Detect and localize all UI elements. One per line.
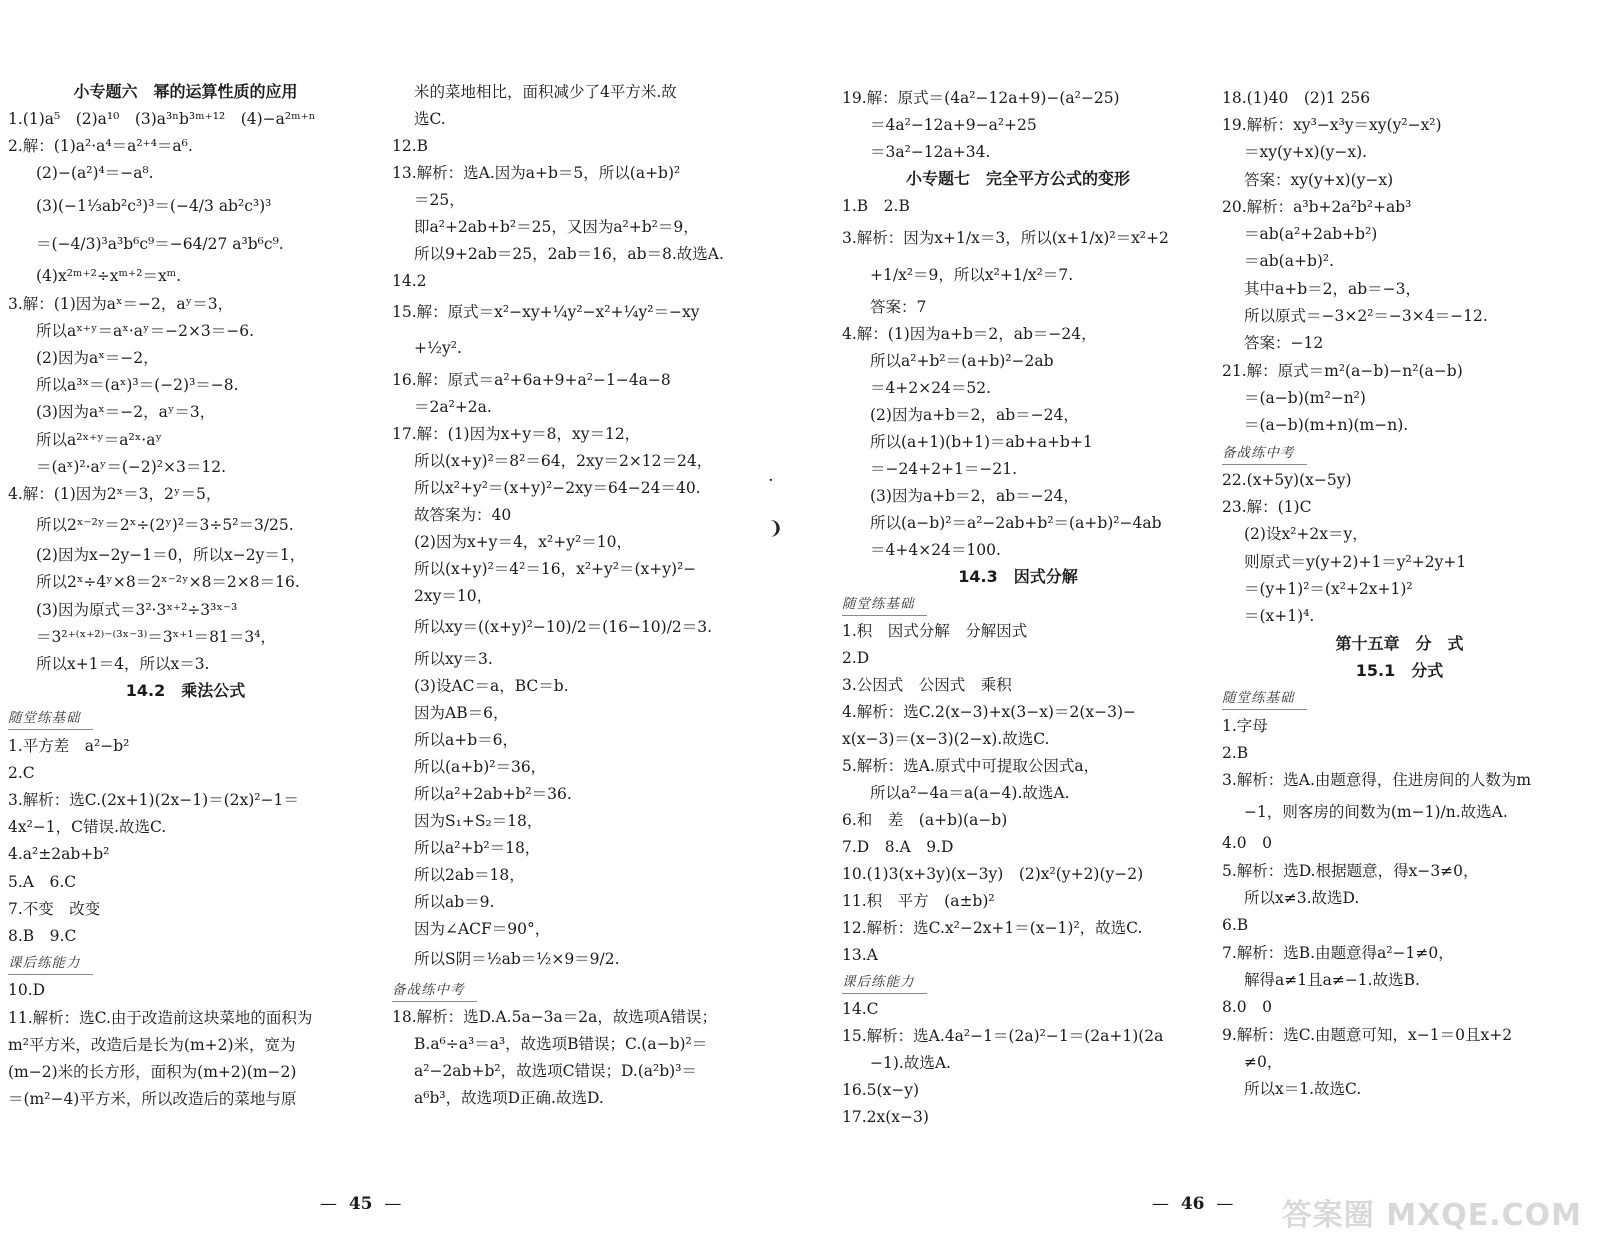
answer-line: 所以2ˣ⁻²ʸ＝2ˣ÷(2ʸ)²＝3÷5²＝3/25. xyxy=(36,515,294,534)
answer-line: 所以9+2ab＝25，2ab＝16，ab＝8.故选A. xyxy=(414,244,724,263)
answer-line: 所以a²+2ab+b²＝36. xyxy=(414,784,572,803)
answer-line: 20.解析：a³b+2a²b²+ab³ xyxy=(1222,197,1412,216)
answer-line: (4)x²ᵐ⁺²÷xᵐ⁺²＝xᵐ. xyxy=(36,267,182,286)
answer-line: x(x−3)＝(x−3)(2−x).故选C. xyxy=(842,729,1050,748)
answer-line: 2.解：(1)a²·a⁴＝a²⁺⁴＝a⁶. xyxy=(8,137,193,155)
answer-line: 答案：7 xyxy=(870,297,927,316)
answer-line: ＝4+4×24＝100. xyxy=(870,540,1001,559)
answer-line: 所以2ab＝18， xyxy=(414,865,525,884)
answer-line: 11.解析：选C.由于改造前这块菜地的面积为 xyxy=(8,1008,313,1027)
answer-line: −1，则客房的间数为(m−1)/n.故选A. xyxy=(1244,802,1508,821)
answer-line: 所以S阴＝½ab＝½×9＝9/2. xyxy=(414,950,620,968)
answer-line: 所以(x+y)²＝4²＝16，x²+y²＝(x+y)²− xyxy=(414,559,697,578)
answer-line: 18.解析：选D.A.5a−3a＝2a，故选项A错误； xyxy=(392,1007,718,1026)
answer-line: a⁶b³，故选项D正确.故选D. xyxy=(414,1088,604,1107)
answer-line: 米的菜地相比，面积减少了4平方米.故 xyxy=(414,82,677,101)
answer-line: 13.A xyxy=(842,945,878,964)
answer-line: 因为∠ACF＝90°， xyxy=(414,919,551,938)
answer-line: (3)(−1⅓ab²c³)³＝(−4/3 ab²c³)³ xyxy=(36,196,272,215)
answer-line: 12.B xyxy=(392,136,429,155)
answer-line: 所以a²+b²＝18， xyxy=(414,838,541,857)
answer-line: 2.D xyxy=(842,648,870,667)
answer-line: 16.解：原式＝a²+6a+9+a²−1−4a−8 xyxy=(392,370,671,389)
answer-line: 4.解：(1)因为a+b＝2，ab＝−24， xyxy=(842,324,1097,343)
answer-line: 所以aˣ⁺ʸ＝aˣ·aʸ＝−2×3＝−6. xyxy=(36,321,255,340)
answer-line: ＝xy(y+x)(y−x). xyxy=(1244,143,1368,162)
answer-line: 9.解析：选C.由题意可知，x−1＝0且x+2 xyxy=(1222,1025,1513,1044)
section-heading: 小专题六 幂的运算性质的应用 xyxy=(73,81,298,101)
subsection-label: 随堂练基础 xyxy=(1222,687,1307,710)
answer-line: 所以(a+b)²＝36， xyxy=(414,757,547,776)
answer-line: 所以(a+1)(b+1)＝ab+a+b+1 xyxy=(870,432,1093,451)
answer-line: 所以a+b＝6， xyxy=(414,730,519,749)
answer-line: 1.字母 xyxy=(1222,716,1268,735)
answer-line: (2)因为aˣ＝−2， xyxy=(36,349,159,367)
answer-line: 8.0 0 xyxy=(1222,998,1273,1017)
answer-line: 18.(1)40 (2)1 256 xyxy=(1222,88,1371,107)
answer-line: 因为AB＝6， xyxy=(414,703,509,722)
answer-line: 即a²+2ab+b²＝25，又因为a²+b²＝9， xyxy=(414,217,699,236)
watermark: 答案圈 MXQE.COM xyxy=(1281,1198,1582,1233)
answer-line: ＝(aˣ)²·aʸ＝(−2)²×3＝12. xyxy=(36,457,227,476)
answer-line: 所以a²ˣ⁺ʸ＝a²ˣ·aʸ xyxy=(36,430,163,449)
answer-line: 所以a²−4a＝a(a−4).故选A. xyxy=(870,783,1070,802)
answer-line: ＝ab(a+b)². xyxy=(1244,252,1335,271)
subsection-label: 备战练中考 xyxy=(392,979,477,1002)
answer-line: 其中a+b＝2，ab＝−3， xyxy=(1244,279,1422,298)
answer-line: B.a⁶÷a³＝a³，故选项B错误；C.(a−b)²＝ xyxy=(414,1034,708,1053)
answer-line: 2.B xyxy=(1222,743,1249,762)
answer-line: ＝(x+1)⁴. xyxy=(1244,607,1315,626)
answer-line: 因为S₁+S₂＝18， xyxy=(414,811,543,830)
answer-line: ＝3²⁺⁽ˣ⁺²⁾⁻⁽³ˣ⁻³⁾＝3ˣ⁺¹＝81＝3⁴， xyxy=(36,627,276,646)
page-number-left: — 45 — xyxy=(320,1194,402,1214)
answer-line: 12.解析：选C.x²−2x+1＝(x−1)²，故选C. xyxy=(842,918,1143,937)
answer-line: 7.解析：选B.由题意得a²−1≠0， xyxy=(1222,943,1454,962)
answer-line: 10.D xyxy=(8,981,46,1000)
answer-line: 2.C xyxy=(8,763,35,782)
answer-line: ＝(a−b)(m²−n²) xyxy=(1244,388,1366,407)
answer-line: 1.(1)a⁵ (2)a¹⁰ (3)a³ⁿb³ᵐ⁺¹² (4)−a²ᵐ⁺ⁿ xyxy=(8,109,316,128)
answer-line: 所以x+1＝4，所以x＝3. xyxy=(36,655,210,673)
answer-line: 5.解析：选A.原式中可提取公因式a， xyxy=(842,756,1100,775)
answer-line: ＝(m²−4)平方米，所以改造后的菜地与原 xyxy=(8,1090,297,1109)
answer-line: 1.B 2.B xyxy=(842,196,910,215)
section-heading: 14.3 因式分解 xyxy=(958,566,1078,586)
answer-line: ＝ab(a²+2ab+b²) xyxy=(1244,225,1378,244)
answer-line: 4.0 0 xyxy=(1222,834,1273,853)
answer-line: ＝(−4/3)³a³b⁶c⁹＝−64/27 a³b⁶c⁹. xyxy=(36,234,284,253)
scan-speck: · xyxy=(768,470,774,491)
section-heading: 15.1 分式 xyxy=(1355,660,1444,680)
answer-line: 所以(a−b)²＝a²−2ab+b²＝(a+b)²−4ab xyxy=(870,513,1162,532)
answer-line: 16.5(x−y) xyxy=(842,1080,920,1099)
answer-line: 所以xy＝((x+y)²−10)/2＝(16−10)/2＝3. xyxy=(414,618,713,636)
answer-line: 3.解析：选C.(2x+1)(2x−1)＝(2x)²−1＝ xyxy=(8,791,299,809)
answer-line: 答案：−12 xyxy=(1244,334,1324,353)
answer-line: 11.积 平方 (a±b)² xyxy=(842,891,995,910)
answer-line: +½y². xyxy=(414,339,462,357)
scan-speck: ❩ xyxy=(768,518,784,539)
answer-line: 2xy＝10， xyxy=(414,586,493,605)
answer-line: ＝4a²−12a+9−a²+25 xyxy=(870,115,1037,134)
answer-line: ＝−24+2+1＝−21. xyxy=(870,459,1018,478)
page-number-right: — 46 — xyxy=(1152,1194,1234,1214)
section-heading: 14.2 乘法公式 xyxy=(125,681,246,701)
answer-line: +1/x²＝9，所以x²+1/x²＝7. xyxy=(870,266,1074,284)
subsection-label: 随堂练基础 xyxy=(842,593,927,616)
answer-line: 10.(1)3(x+3y)(x−3y) (2)x²(y+2)(y−2) xyxy=(842,864,1144,883)
answer-line: ＝(a−b)(m+n)(m−n). xyxy=(1244,416,1409,435)
section-heading: 小专题七 完全平方公式的变形 xyxy=(905,168,1130,188)
answer-line: ＝3a²−12a+34. xyxy=(870,142,991,161)
answer-line: 所以a³ˣ＝(aˣ)³＝(−2)³＝−8. xyxy=(36,376,239,395)
answer-line: (2)设x²+2x＝y， xyxy=(1244,525,1368,544)
answer-line: 4.a²±2ab+b² xyxy=(8,845,110,864)
answer-line: 14.2 xyxy=(392,271,427,290)
answer-line: 6.和 差 (a+b)(a−b) xyxy=(842,810,1008,829)
answer-line: 22.(x+5y)(x−5y) xyxy=(1222,470,1352,489)
answer-line: 所以2ˣ÷4ʸ×8＝2ˣ⁻²ʸ×8＝2×8＝16. xyxy=(36,573,300,592)
answer-line: 17.解：(1)因为x+y＝8，xy＝12， xyxy=(392,424,641,443)
answer-line: (2)−(a²)⁴＝−a⁸. xyxy=(36,164,154,183)
answer-line: 1.平方差 a²−b² xyxy=(8,736,130,755)
answer-line: 3.解析：选A.由题意得，住进房间的人数为m xyxy=(1222,771,1532,790)
answer-line: 15.解：原式＝x²−xy+¼y²−x²+¼y²＝−xy xyxy=(392,303,700,321)
answer-line: (3)因为原式＝3²·3ˣ⁺²÷3³ˣ⁻³ xyxy=(36,600,238,619)
answer-line: ＝(y+1)²＝(x²+2x+1)² xyxy=(1244,580,1413,599)
answer-line: 8.B 9.C xyxy=(8,927,77,945)
answer-line: (m−2)米的长方形，面积为(m+2)(m−2) xyxy=(8,1063,297,1081)
answer-line: 所以xy＝3. xyxy=(414,649,493,668)
answer-line: 4.解析：选C.2(x−3)+x(3−x)＝2(x−3)− xyxy=(842,702,1137,721)
answer-line: 3.公因式 公因式 乘积 xyxy=(842,675,1012,694)
answer-line: −1).故选A. xyxy=(870,1053,951,1072)
answer-line: 21.解：原式＝m²(a−b)−n²(a−b) xyxy=(1222,361,1463,380)
answer-line: 所以x≠3.故选D. xyxy=(1244,889,1360,908)
answer-line: 5.解析：选D.根据题意，得x−3≠0， xyxy=(1222,861,1479,880)
answer-line: (3)因为a+b＝2，ab＝−24， xyxy=(870,486,1079,505)
answer-line: (2)因为x−2y−1＝0，所以x−2y＝1， xyxy=(36,546,306,565)
answer-line: 15.解析：选A.4a²−1＝(2a)²−1＝(2a+1)(2a xyxy=(842,1026,1164,1045)
answer-line: 故答案为：40 xyxy=(414,505,512,524)
answer-line: 13.解析：选A.因为a+b＝5，所以(a+b)² xyxy=(392,163,681,182)
section-heading: 第十五章 分 式 xyxy=(1335,633,1464,653)
answer-line: ≠0， xyxy=(1244,1052,1283,1071)
answer-line: 7.D 8.A 9.D xyxy=(842,837,954,856)
answer-line: (2)因为a+b＝2，ab＝−24， xyxy=(870,405,1079,424)
answer-line: 23.解：(1)C xyxy=(1222,498,1312,517)
answer-line: 解得a≠1且a≠−1.故选B. xyxy=(1244,970,1420,989)
answer-line: (3)设AC＝a，BC＝b. xyxy=(414,676,569,695)
answer-line: 所以ab＝9. xyxy=(414,892,495,911)
answer-line: 19.解析：xy³−x³y＝xy(y²−x²) xyxy=(1222,115,1442,134)
answer-line: 选C. xyxy=(414,109,446,128)
answer-line: (2)因为x+y＝4，x²+y²＝10， xyxy=(414,532,632,551)
answer-line: 所以(x+y)²＝8²＝64，2xy＝2×12＝24， xyxy=(414,451,713,470)
answer-line: 3.解：(1)因为aˣ＝−2，aʸ＝3， xyxy=(8,294,234,313)
answer-line: 3.解析：因为x+1/x＝3，所以(x+1/x)²＝x²+2 xyxy=(842,229,1169,247)
answer-line: (3)因为aˣ＝−2，aʸ＝3， xyxy=(36,403,216,422)
answer-line: 1.积 因式分解 分解因式 xyxy=(842,621,1028,640)
answer-line: 所以x²+y²＝(x+y)²−2xy＝64−24＝40. xyxy=(414,478,701,497)
answer-line: ＝2a²+2a. xyxy=(414,397,492,416)
answer-line: m²平方米，改造后是长为(m+2)米，宽为 xyxy=(8,1035,296,1054)
answer-line: 答案：xy(y+x)(y−x) xyxy=(1244,170,1394,189)
answer-line: 所以原式＝−3×2²＝−3×4＝−12. xyxy=(1244,307,1488,326)
subsection-label: 随堂练基础 xyxy=(8,707,93,730)
answer-line: 7.不变 改变 xyxy=(8,899,101,918)
answer-line: 则原式＝y(y+2)+1＝y²+2y+1 xyxy=(1244,552,1467,571)
answer-line: 所以x＝1.故选C. xyxy=(1244,1080,1362,1099)
answer-line: 所以a²+b²＝(a+b)²−2ab xyxy=(870,351,1054,370)
answer-line: 19.解：原式＝(4a²−12a+9)−(a²−25) xyxy=(842,88,1120,107)
subsection-label: 备战练中考 xyxy=(1222,442,1307,465)
answer-line: 17.2x(x−3) xyxy=(842,1107,929,1126)
subsection-label: 课后练能力 xyxy=(842,971,927,994)
answer-line: a²−2ab+b²，故选项C错误；D.(a²b)³＝ xyxy=(414,1061,697,1080)
answer-line: 14.C xyxy=(842,999,879,1018)
answer-line: 4.解：(1)因为2ˣ＝3，2ʸ＝5， xyxy=(8,485,222,503)
answer-line: 6.B xyxy=(1222,916,1249,935)
answer-line: ＝4+2×24＝52. xyxy=(870,378,992,397)
answer-line: 4x²−1，C错误.故选C. xyxy=(8,818,167,837)
answer-line: ＝25， xyxy=(414,190,465,209)
subsection-label: 课后练能力 xyxy=(8,952,93,975)
answer-line: 5.A 6.C xyxy=(8,872,77,891)
